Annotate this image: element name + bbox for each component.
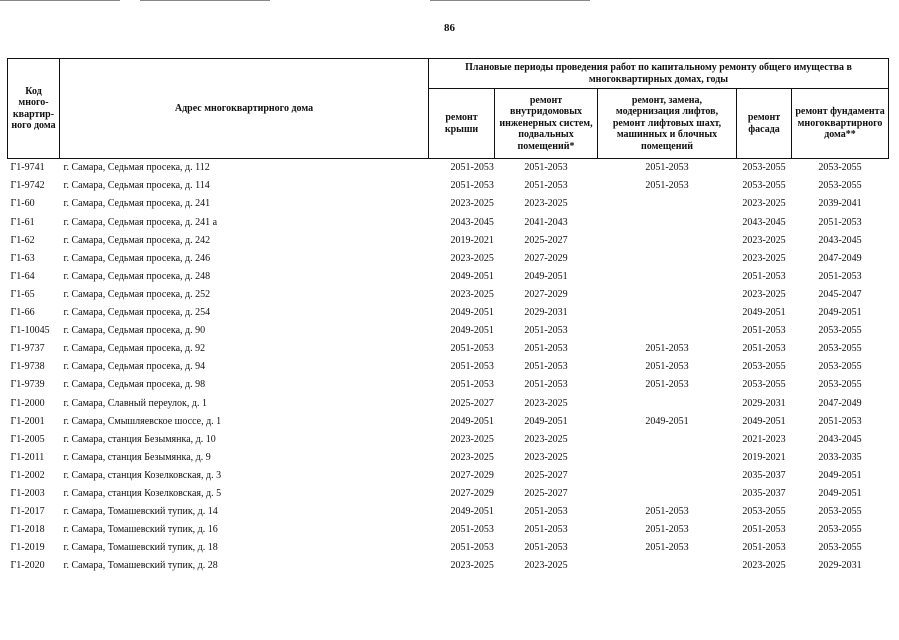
- top-rule-mid: [140, 0, 270, 1]
- table-row: [8, 286, 889, 304]
- cell-address: г. Самара, станция Козелковская, д. 3: [63, 469, 222, 481]
- table-header: [8, 59, 889, 159]
- top-rule-right: [430, 0, 590, 1]
- header-address: Адрес многоквартирного дома: [60, 59, 429, 159]
- cell-facade: 2051-2053: [742, 343, 786, 355]
- cell-address: г. Самара, Томашевский тупик, д. 28: [63, 560, 218, 572]
- cell-systems: 2051-2053: [524, 524, 568, 536]
- cell-code: Г1-9739: [10, 379, 45, 391]
- table-row: [8, 485, 889, 503]
- cell-foundation: 2053-2055: [818, 162, 862, 174]
- table-row: [8, 376, 889, 394]
- cell-elevators: [598, 195, 737, 213]
- cell-address: г. Самара, Седьмая просека, д. 112: [63, 162, 210, 174]
- cell-roof: 2043-2045: [450, 216, 494, 228]
- cell-foundation: 2051-2053: [818, 270, 862, 282]
- header-foundation: ремонт фундамента многоквартирного дома**: [792, 89, 889, 159]
- cell-foundation: 2051-2053: [818, 216, 862, 228]
- cell-code: Г1-66: [10, 307, 35, 319]
- cell-systems: 2023-2025: [524, 198, 568, 210]
- cell-address: г. Самара, Седьмая просека, д. 241 а: [63, 216, 218, 228]
- cell-code: Г1-62: [10, 234, 35, 246]
- cell-systems: 2029-2031: [524, 307, 568, 319]
- cell-elevators: 2051-2053: [645, 542, 689, 554]
- cell-systems: 2025-2027: [524, 234, 568, 246]
- cell-systems: 2049-2051: [524, 415, 568, 427]
- cell-elevators: [598, 485, 737, 503]
- cell-systems: 2025-2027: [524, 487, 568, 499]
- cell-foundation: 2051-2053: [818, 415, 862, 427]
- cell-elevators: 2051-2053: [645, 162, 689, 174]
- cell-elevators: [598, 304, 737, 322]
- cell-foundation: 2047-2049: [818, 252, 862, 264]
- cell-roof: 2049-2051: [450, 307, 494, 319]
- table-row: [8, 304, 889, 322]
- cell-facade: 2053-2055: [742, 361, 786, 373]
- cell-facade: 2053-2055: [742, 379, 786, 391]
- cell-address: г. Самара, станция Козелковская, д. 5: [63, 487, 222, 499]
- cell-elevators: [598, 430, 737, 448]
- cell-address: г. Самара, Томашевский тупик, д. 18: [63, 542, 218, 554]
- cell-foundation: 2049-2051: [818, 307, 862, 319]
- header-code: Код много-квартир-ного дома: [8, 59, 60, 159]
- cell-systems: 2023-2025: [524, 560, 568, 572]
- cell-address: г. Самара, Томашевский тупик, д. 16: [63, 524, 218, 536]
- cell-foundation: 2043-2045: [818, 433, 862, 445]
- table-row: [8, 159, 889, 178]
- cell-facade: 2023-2025: [742, 234, 786, 246]
- cell-foundation: 2039-2041: [818, 198, 862, 210]
- cell-systems: 2027-2029: [524, 252, 568, 264]
- cell-elevators: [598, 322, 737, 340]
- cell-systems: 2023-2025: [524, 397, 568, 409]
- table-row: [8, 467, 889, 485]
- cell-address: г. Самара, Седьмая просека, д. 246: [63, 252, 211, 264]
- cell-address: г. Самара, Седьмая просека, д. 252: [63, 288, 211, 300]
- cell-code: Г1-2001: [10, 415, 45, 427]
- header-facade: ремонт фасада: [737, 89, 792, 159]
- cell-roof: 2051-2053: [450, 180, 494, 192]
- table-body: [8, 159, 889, 576]
- cell-roof: 2023-2025: [450, 451, 494, 463]
- cell-foundation: 2053-2055: [818, 524, 862, 536]
- cell-address: г. Самара, станция Безымянка, д. 9: [63, 451, 211, 463]
- cell-roof: 2023-2025: [450, 198, 494, 210]
- header-elevators: ремонт, замена, модернизация лифтов, ремонт лифтовых шахт, машинных и блочных помещений: [598, 89, 737, 159]
- cell-code: Г1-9738: [10, 361, 45, 373]
- table-row: [8, 358, 889, 376]
- cell-elevators: [598, 557, 737, 575]
- cell-address: г. Самара, Смышляевское шоссе, д. 1: [63, 415, 222, 427]
- cell-systems: 2027-2029: [524, 288, 568, 300]
- cell-facade: 2021-2023: [742, 433, 786, 445]
- cell-address: г. Самара, Славный переулок, д. 1: [63, 397, 207, 409]
- cell-address: г. Самара, Седьмая просека, д. 94: [63, 361, 206, 373]
- cell-roof: 2049-2051: [450, 506, 494, 518]
- cell-elevators: [598, 286, 737, 304]
- cell-facade: 2051-2053: [742, 542, 786, 554]
- table-row: [8, 503, 889, 521]
- cell-foundation: 2053-2055: [818, 542, 862, 554]
- cell-address: г. Самара, станция Безымянка, д. 10: [63, 433, 216, 445]
- cell-systems: 2051-2053: [524, 162, 568, 174]
- cell-address: г. Самара, Седьмая просека, д. 248: [63, 270, 211, 282]
- cell-facade: 2049-2051: [742, 307, 786, 319]
- cell-code: Г1-10045: [10, 325, 50, 337]
- cell-address: г. Самара, Томашевский тупик, д. 14: [63, 506, 218, 518]
- cell-facade: 2053-2055: [742, 162, 786, 174]
- table-row: [8, 177, 889, 195]
- cell-code: Г1-2000: [10, 397, 45, 409]
- cell-elevators: 2049-2051: [645, 415, 689, 427]
- cell-address: г. Самара, Седьмая просека, д. 114: [63, 180, 210, 192]
- cell-facade: 2035-2037: [742, 487, 786, 499]
- cell-foundation: 2049-2051: [818, 469, 862, 481]
- cell-roof: 2049-2051: [450, 325, 494, 337]
- cell-elevators: 2051-2053: [645, 361, 689, 373]
- cell-elevators: [598, 467, 737, 485]
- cell-systems: 2051-2053: [524, 542, 568, 554]
- cell-roof: 2051-2053: [450, 542, 494, 554]
- cell-systems: 2025-2027: [524, 469, 568, 481]
- cell-roof: 2023-2025: [450, 560, 494, 572]
- cell-elevators: [598, 213, 737, 231]
- cell-facade: 2049-2051: [742, 415, 786, 427]
- cell-systems: 2041-2043: [524, 216, 568, 228]
- cell-facade: 2051-2053: [742, 270, 786, 282]
- cell-elevators: [598, 449, 737, 467]
- cell-facade: 2053-2055: [742, 506, 786, 518]
- cell-roof: 2051-2053: [450, 361, 494, 373]
- cell-foundation: 2043-2045: [818, 234, 862, 246]
- top-rule-left: [0, 0, 120, 1]
- cell-facade: 2019-2021: [742, 451, 786, 463]
- cell-foundation: 2053-2055: [818, 361, 862, 373]
- cell-elevators: [598, 268, 737, 286]
- cell-code: Г1-2019: [10, 542, 45, 554]
- cell-elevators: 2051-2053: [645, 343, 689, 355]
- cell-facade: 2029-2031: [742, 397, 786, 409]
- cell-roof: 2049-2051: [450, 270, 494, 282]
- cell-code: Г1-2005: [10, 433, 45, 445]
- cell-systems: 2051-2053: [524, 506, 568, 518]
- cell-roof: 2027-2029: [450, 469, 494, 481]
- cell-foundation: 2053-2055: [818, 343, 862, 355]
- table-row: [8, 340, 889, 358]
- table-row: [8, 231, 889, 249]
- cell-foundation: 2047-2049: [818, 397, 862, 409]
- table-row: [8, 521, 889, 539]
- cell-address: г. Самара, Седьмая просека, д. 242: [63, 234, 211, 246]
- table-row: [8, 213, 889, 231]
- table-row: [8, 249, 889, 267]
- cell-address: г. Самара, Седьмая просека, д. 241: [63, 198, 211, 210]
- cell-roof: 2027-2029: [450, 487, 494, 499]
- cell-facade: 2023-2025: [742, 252, 786, 264]
- table-row: [8, 394, 889, 412]
- cell-elevators: 2051-2053: [645, 379, 689, 391]
- cell-code: Г1-9742: [10, 180, 45, 192]
- cell-code: Г1-2002: [10, 469, 45, 481]
- cell-address: г. Самара, Седьмая просека, д. 90: [63, 325, 206, 337]
- table-row: [8, 430, 889, 448]
- cell-foundation: 2029-2031: [818, 560, 862, 572]
- cell-roof: 2049-2051: [450, 415, 494, 427]
- cell-foundation: 2053-2055: [818, 506, 862, 518]
- cell-facade: 2051-2053: [742, 325, 786, 337]
- cell-code: Г1-60: [10, 198, 35, 210]
- cell-systems: 2051-2053: [524, 180, 568, 192]
- cell-roof: 2025-2027: [450, 397, 494, 409]
- header-roof: ремонт крыши: [429, 89, 495, 159]
- cell-elevators: [598, 249, 737, 267]
- cell-code: Г1-2017: [10, 506, 45, 518]
- table-row: [8, 449, 889, 467]
- cell-code: Г1-64: [10, 270, 35, 282]
- header-systems: ремонт внутридомовых инженерных систем, подвальных помещений*: [495, 89, 598, 159]
- cell-elevators: 2051-2053: [645, 524, 689, 536]
- cell-code: Г1-65: [10, 288, 35, 300]
- repair-schedule-table: [7, 58, 889, 575]
- cell-roof: 2023-2025: [450, 252, 494, 264]
- cell-facade: 2035-2037: [742, 469, 786, 481]
- cell-elevators: [598, 394, 737, 412]
- cell-facade: 2043-2045: [742, 216, 786, 228]
- cell-foundation: 2049-2051: [818, 487, 862, 499]
- cell-systems: 2051-2053: [524, 379, 568, 391]
- cell-code: Г1-2003: [10, 487, 45, 499]
- table-row: [8, 557, 889, 575]
- cell-facade: 2023-2025: [742, 560, 786, 572]
- cell-roof: 2023-2025: [450, 433, 494, 445]
- cell-systems: 2051-2053: [524, 343, 568, 355]
- cell-code: Г1-2011: [10, 451, 45, 463]
- cell-roof: 2023-2025: [450, 288, 494, 300]
- cell-elevators: 2051-2053: [645, 506, 689, 518]
- cell-roof: 2051-2053: [450, 162, 494, 174]
- cell-systems: 2051-2053: [524, 361, 568, 373]
- cell-code: Г1-2018: [10, 524, 45, 536]
- cell-facade: 2023-2025: [742, 198, 786, 210]
- cell-systems: 2051-2053: [524, 325, 568, 337]
- page-number: 86: [444, 22, 455, 34]
- cell-address: г. Самара, Седьмая просека, д. 98: [63, 379, 206, 391]
- cell-roof: 2051-2053: [450, 379, 494, 391]
- table-row: [8, 539, 889, 557]
- cell-code: Г1-63: [10, 252, 35, 264]
- cell-roof: 2051-2053: [450, 343, 494, 355]
- cell-code: Г1-61: [10, 216, 35, 228]
- cell-foundation: 2053-2055: [818, 325, 862, 337]
- header-group: Плановые периоды проведения работ по капитальному ремонту общего имущества в многоквартирных домах, годы: [429, 59, 889, 89]
- cell-elevators: [598, 231, 737, 249]
- cell-systems: 2023-2025: [524, 433, 568, 445]
- cell-systems: 2049-2051: [524, 270, 568, 282]
- table-row: [8, 195, 889, 213]
- table-row: [8, 322, 889, 340]
- cell-address: г. Самара, Седьмая просека, д. 92: [63, 343, 206, 355]
- cell-address: г. Самара, Седьмая просека, д. 254: [63, 307, 211, 319]
- cell-foundation: 2053-2055: [818, 379, 862, 391]
- cell-code: Г1-9741: [10, 162, 45, 174]
- cell-roof: 2051-2053: [450, 524, 494, 536]
- cell-foundation: 2053-2055: [818, 180, 862, 192]
- cell-facade: 2023-2025: [742, 288, 786, 300]
- table-row: [8, 412, 889, 430]
- table-row: [8, 268, 889, 286]
- cell-foundation: 2033-2035: [818, 451, 862, 463]
- cell-facade: 2053-2055: [742, 180, 786, 192]
- cell-roof: 2019-2021: [450, 234, 494, 246]
- cell-foundation: 2045-2047: [818, 288, 862, 300]
- cell-facade: 2051-2053: [742, 524, 786, 536]
- cell-elevators: 2051-2053: [645, 180, 689, 192]
- cell-code: Г1-2020: [10, 560, 45, 572]
- cell-systems: 2023-2025: [524, 451, 568, 463]
- cell-code: Г1-9737: [10, 343, 45, 355]
